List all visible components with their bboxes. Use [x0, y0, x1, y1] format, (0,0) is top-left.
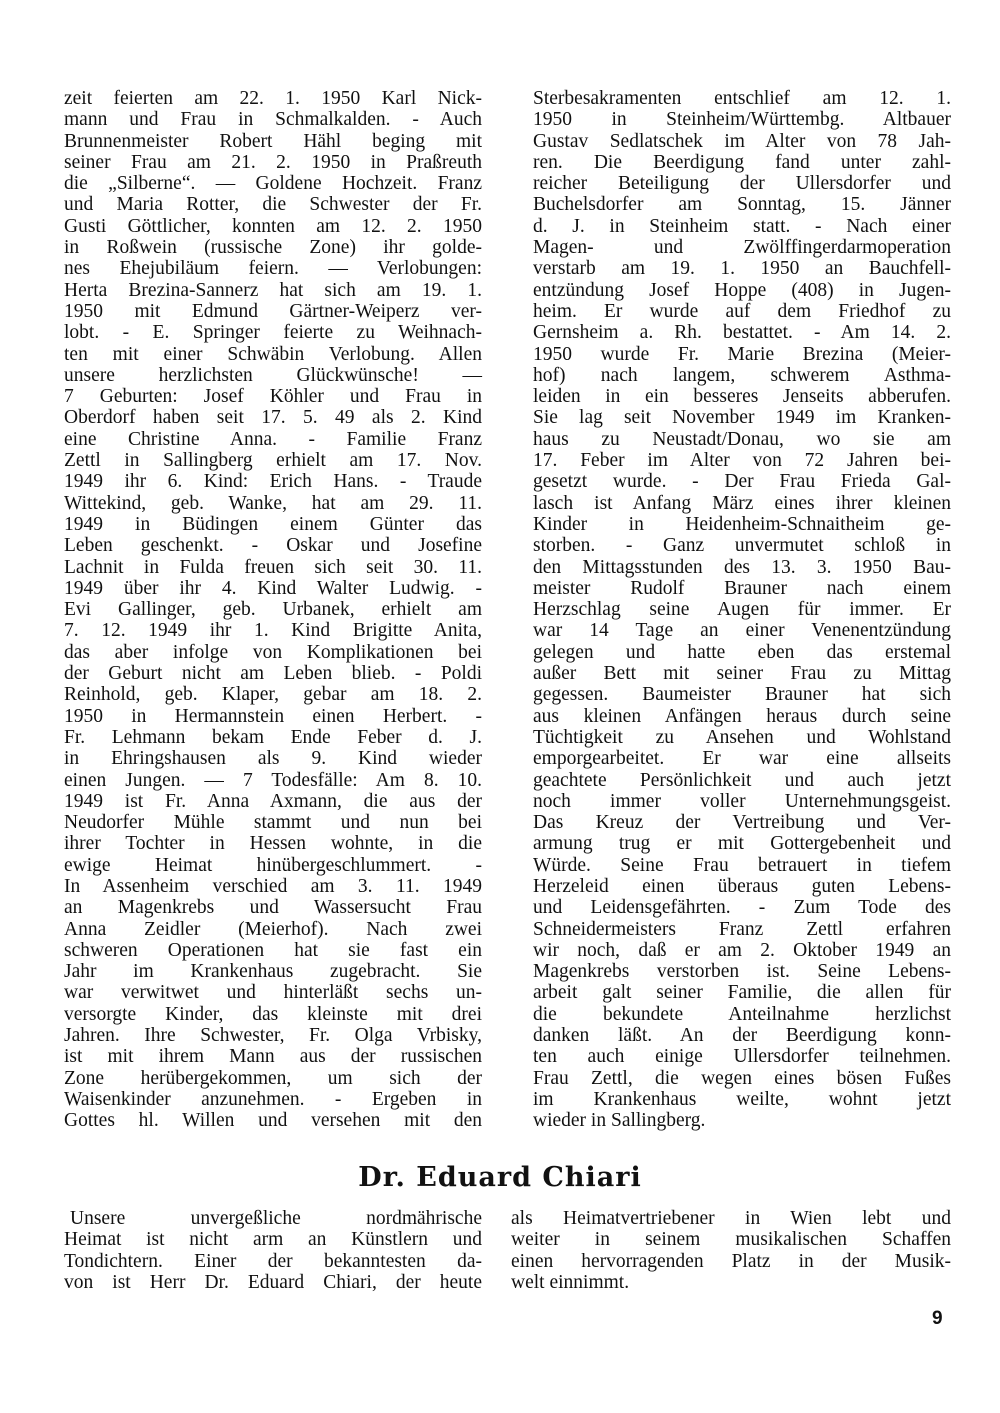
text-line: mann und Frau in Schmalkalden. - Auch: [64, 109, 482, 131]
text-line: leiden in ein besseres Jenseits abberufen.: [533, 386, 951, 408]
text-column-left: [64, 88, 482, 1132]
text-line: Frau Zettl, die wegen eines bösen Fußes: [533, 1067, 951, 1089]
text-line: hof) nach langem, schwerem Asthma-: [533, 364, 951, 386]
text-line: Evi Gallinger, geb. Urbanek, erhielt am: [64, 599, 482, 621]
text-line: verstarb am 19. 1. 1950 an Bauchfell-: [533, 258, 951, 280]
text-line: eine Christine Anna. - Familie Franz: [64, 428, 482, 450]
text-line: nes Ehejubiläum feiern. — Verlobungen:: [64, 258, 482, 280]
text-line: Tondichtern. Einer der bekanntesten da-: [64, 1250, 482, 1272]
text-line: Anna Zeidler (Meierhof). Nach zwei: [64, 918, 482, 940]
text-line: entzündung Josef Hoppe (408) in Jugen-: [533, 279, 951, 301]
text-line: unsere herzlichsten Glückwünsche! —: [64, 364, 482, 386]
text-line: einen hervorragenden Platz in der Musik-: [511, 1250, 951, 1272]
text-line: lobt. - E. Springer feierte zu Weihnach-: [64, 322, 482, 344]
text-line: Gustav Sedlatschek im Alter von 78 Jah-: [533, 130, 951, 152]
text-line: 1949 ist Fr. Anna Axmann, die aus der: [64, 790, 482, 812]
article-title: Dr. Eduard Chiari: [358, 1162, 642, 1193]
text-line: Magenkrebs verstorben ist. Seine Lebens-: [533, 961, 951, 983]
text-line: Herta Brezina-Sannerz hat sich am 19. 1.: [64, 279, 482, 301]
text-line: lasch ist Anfang März eines ihrer kleinen: [533, 492, 951, 514]
text-line: schweren Operationen hat sie fast ein: [64, 939, 482, 961]
text-line: zeit feierten am 22. 1. 1950 Karl Nick-: [64, 88, 482, 109]
text-line: d. J. in Steinheim statt. - Nach einer: [533, 215, 951, 237]
text-line: Unsere unvergeßliche nordmährische: [70, 1208, 482, 1229]
text-line: Waisenkinder anzunehmen. - Ergeben in: [64, 1088, 482, 1110]
text-line: 1949 ihr 6. Kind: Erich Hans. - Traude: [64, 471, 482, 493]
text-line: Fr. Lehmann bekam Ende Feber d. J.: [64, 726, 482, 748]
text-line: 1950 mit Edmund Gärtner-Weiperz ver-: [64, 300, 482, 322]
text-line: einen Jungen. — 7 Todesfälle: Am 8. 10.: [64, 769, 482, 791]
article-column-left: [64, 1208, 482, 1293]
text-line: Schneidermeisters Franz Zettl erfahren: [533, 918, 951, 940]
text-line: seiner Frau am 21. 2. 1950 in Praßreuth: [64, 151, 482, 173]
text-line: Neudorfer Mühle stammt und nun bei: [64, 812, 482, 834]
text-line: ewige Heimat hinübergeschlummert. -: [64, 854, 482, 876]
text-line: Brunnenmeister Robert Hähl beging mit: [64, 130, 482, 152]
text-line: Jahr im Krankenhaus zugebracht. Sie: [64, 961, 482, 983]
text-line: danken läßt. An der Beerdigung konn-: [533, 1025, 951, 1047]
text-line: das aber infolge von Komplikationen bei: [64, 641, 482, 663]
article-column-right: [511, 1208, 951, 1293]
text-line: 7. 12. 1949 ihr 1. Kind Brigitte Anita,: [64, 620, 482, 642]
text-line: In Assenheim verschied am 3. 11. 1949: [64, 875, 482, 897]
text-line: Herzschlag seine Augen für immer. Er: [533, 599, 951, 621]
text-column-right: [533, 88, 951, 1132]
text-line: 1950 wurde Fr. Marie Brezina (Meier-: [533, 343, 951, 365]
text-line: wir noch, daß er am 2. Oktober 1949 an: [533, 939, 951, 961]
text-line: Wittekind, geb. Wanke, hat am 29. 11.: [64, 492, 482, 514]
text-line: 17. Feber im Alter von 72 Jahren bei-: [533, 450, 951, 472]
text-line: im Krankenhaus weilte, wohnt jetzt: [533, 1088, 951, 1110]
text-line: 7 Geburten: Josef Köhler und Frau in: [64, 386, 482, 408]
text-line: war verwitwet und hinterläßt sechs un-: [64, 982, 482, 1004]
text-line: in Roßwein (russische Zone) ihr golde-: [64, 237, 482, 259]
text-line: weiter in seinem musikalischen Schaffen: [511, 1229, 951, 1251]
text-line: noch immer voller Unternehmungsgeist.: [533, 790, 951, 812]
text-line: Sterbesakramenten entschlief am 12. 1.: [533, 88, 951, 109]
text-line: den Mittagsstunden des 13. 3. 1950 Bau-: [533, 556, 951, 578]
text-line: wieder in Sallingberg.: [533, 1110, 706, 1132]
text-line: Leben geschenkt. - Oskar und Josefine: [64, 535, 482, 557]
text-line: Zone herübergekommen, um sich der: [64, 1067, 482, 1089]
text-line: gegessen. Baumeister Brauner hat sich: [533, 684, 951, 706]
text-line: Reinhold, geb. Klaper, gebar am 18. 2.: [64, 684, 482, 706]
text-line: Lachnit in Fulda freuen sich seit 30. 11.: [64, 556, 482, 578]
text-line: Gernsheim a. Rh. bestattet. - Am 14. 2.: [533, 322, 951, 344]
text-line: armung trug er mit Gottergebenheit und: [533, 833, 951, 855]
text-line: ten auch einige Ullersdorfer teilnehmen.: [533, 1046, 951, 1068]
text-line: ten mit einer Schwäbin Verlobung. Allen: [64, 343, 482, 365]
text-line: 1949 über ihr 4. Kind Walter Ludwig. -: [64, 577, 482, 599]
text-line: Buchelsdorfer am Sonntag, 15. Jänner: [533, 194, 951, 216]
page-number: 9: [932, 1308, 943, 1329]
text-line: die bekundete Anteilnahme herzlichst: [533, 1003, 951, 1025]
text-line: außer Bett mit seiner Frau zu Mittag: [533, 663, 951, 685]
text-line: und Leidensgefährten. - Zum Tode des: [533, 897, 951, 919]
text-line: Jahren. Ihre Schwester, Fr. Olga Vrbisky,: [64, 1025, 482, 1047]
text-line: geachtete Persönlichkeit und auch jetzt: [533, 769, 951, 791]
text-line: arbeit galt seiner Familie, die allen für: [533, 982, 951, 1004]
text-line: und Maria Rotter, die Schwester der Fr.: [64, 194, 482, 216]
text-line: gelegen und hatte eben das erstemal: [533, 641, 951, 663]
text-line: aus kleinen Anfängen heraus durch seine: [533, 705, 951, 727]
text-line: Das Kreuz der Vertreibung und Ver-: [533, 812, 951, 834]
text-line: an Magenkrebs und Wassersucht Frau: [64, 897, 482, 919]
text-line: von ist Herr Dr. Eduard Chiari, der heute: [64, 1271, 482, 1293]
text-line: welt einnimmt.: [511, 1271, 630, 1293]
text-line: ist mit ihrem Mann aus der russischen: [64, 1046, 482, 1068]
text-line: heim. Er wurde auf dem Friedhof zu: [533, 300, 951, 322]
text-line: in Ehringshausen als 9. Kind wieder: [64, 748, 482, 770]
text-line: Magen- und Zwölffingerdarmoperation: [533, 237, 951, 259]
text-line: ihrer Tochter in Hessen wohnte, in die: [64, 833, 482, 855]
text-line: Herzeleid einen überaus guten Lebens-: [533, 875, 951, 897]
text-line: meister Rudolf Brauner nach einem: [533, 577, 951, 599]
text-line: 1950 in Steinheim/Württembg. Altbauer: [533, 109, 951, 131]
text-line: die „Silberne“. — Goldene Hochzeit. Franz: [64, 173, 482, 195]
text-line: haus zu Neustadt/Donau, wo sie am: [533, 428, 951, 450]
text-line: Sie lag seit November 1949 im Kranken-: [533, 407, 951, 429]
text-line: versorgte Kinder, das kleinste mit drei: [64, 1003, 482, 1025]
text-line: Gottes hl. Willen und versehen mit den: [64, 1110, 482, 1132]
text-line: Kinder in Heidenheim-Schnaitheim ge-: [533, 513, 951, 535]
text-line: Gusti Göttlicher, konnten am 12. 2. 1950: [64, 215, 482, 237]
text-line: Oberdorf haben seit 17. 5. 49 als 2. Kind: [64, 407, 482, 429]
text-line: als Heimatvertriebener in Wien lebt und: [511, 1208, 951, 1229]
text-line: der Geburt nicht am Leben blieb. - Poldi: [64, 663, 482, 685]
text-line: gesetzt wurde. - Der Frau Frieda Gal-: [533, 471, 951, 493]
text-line: ren. Die Beerdigung fand unter zahl-: [533, 151, 951, 173]
text-line: emporgearbeitet. Er war eine allseits: [533, 748, 951, 770]
text-line: Würde. Seine Frau betrauert in tiefem: [533, 854, 951, 876]
text-line: reicher Beteiligung der Ullersdorfer und: [533, 173, 951, 195]
text-line: war 14 Tage an einer Venenentzündung: [533, 620, 951, 642]
text-line: Heimat ist nicht arm an Künstlern und: [64, 1229, 482, 1251]
text-line: Zettl in Sallingberg erhielt am 17. Nov.: [64, 450, 482, 472]
text-line: Tüchtigkeit zu Ansehen und Wohlstand: [533, 726, 951, 748]
text-line: 1949 in Büdingen einem Günter das: [64, 513, 482, 535]
text-line: storben. - Ganz unvermutet schloß in: [533, 535, 951, 557]
text-line: 1950 in Hermannstein einen Herbert. -: [64, 705, 482, 727]
